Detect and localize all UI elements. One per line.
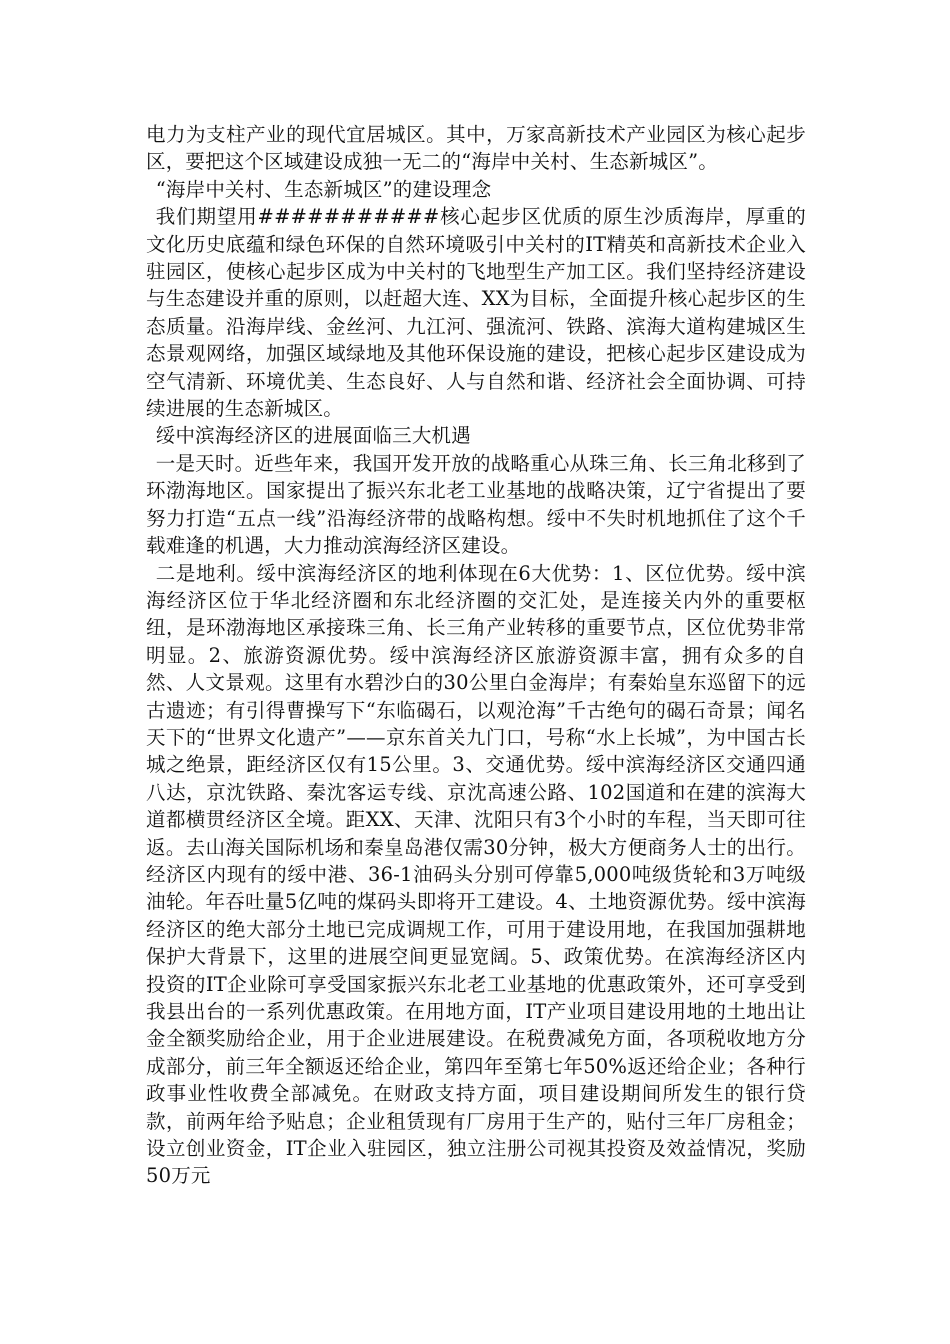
document-body [146, 121, 806, 1190]
paragraph-intro: 电力为支柱产业的现代宜居城区。其中，万家高新技术产业园区为核心起步区，要把这个区域建设成独一无二的“海岸中关村、生态新城区”。 [146, 123, 806, 174]
paragraph-timing: 一是天时。近些年来，我国开发开放的战略重心从珠三角、长三角北移到了环渤海地区。国家提出了振兴东北老工业基地的战略决策，辽宁省提出了要努力打造“五点一线”沿海经济带的战略构想。绥中不失时机地抓住了这个千载难逢的机遇，大力推动滨海经济区建设。 [146, 451, 806, 558]
paragraph-concept: 我们期望用###########核心起步区优质的原生沙质海岸，厚重的文化历史底蕴和绿色环保的自然环境吸引中关村的IT精英和高新技术企业入驻园区，使核心起步区成为中关村的飞地型生产加工区。我们坚持经济建设与生态建设并重的原则，以赶超大连、XX为目标，全面提升核心起步区的生态质量。沿海岸线、金丝河、九江河、强流河、铁路、滨海大道构建城区生态景观网络，加强区域绿地及其他环保设施的建设，把核心起步区建设成为空气清新、环境优美、生态良好、人与自然和谐、经济社会全面协调、可持续进展的生态新城区。 [146, 205, 806, 421]
paragraph-location: 二是地利。绥中滨海经济区的地利体现在6大优势：1、区位优势。绥中滨海经济区位于华北经济圈和东北经济圈的交汇处，是连接关内外的重要枢纽，是环渤海地区承接珠三角、长三角产业转移的重要节点，区位优势非常明显。2、旅游资源优势。绥中滨海经济区旅游资源丰富，拥有众多的自然、人文景观。这里有水碧沙白的30公里白金海岸；有秦始皇东巡留下的远古遗迹；有引得曹操写下“东临碣石，以观沧海”千古绝句的碣石奇景；闻名天下的“世界文化遗产”——京东首关九门口，号称“水上长城”，为中国古长城之绝景，距经济区仅有15公里。3、交通优势。绥中滨海经济区交通四通八达，京沈铁路、秦沈客运专线、京沈高速公路、102国道和在建的滨海大道都横贯经济区全境。距XX、天津、沈阳只有3个小时的车程，当天即可往返。去山海关国际机场和秦皇岛港仅需30分钟，极大方便商务人士的出行。经济区内现有的绥中港、36-1油码头分别可停靠5,000吨级货轮和3万吨级油轮。年吞吐量5亿吨的煤码头即将开工建设。4、土地资源优势。绥中滨海经济区的绝大部分土地已完成调规工作，可用于建设用地，在我国加强耕地保护大背景下，这里的进展空间更显宽阔。5、政策优势。在滨海经济区内投资的IT企业除可享受国家振兴东北老工业基地的优惠政策外，还可享受到我县出台的一系列优惠政策。在用地方面，IT产业项目建设用地的土地出让金全额奖励给企业，用于企业进展建设。在税费减免方面，各项税收地方分成部分，前三年全额返还给企业，第四年至第七年50%返还给企业；各种行政事业性收费全部减免。在财政支持方面，项目建设期间所发生的银行贷款，前两年给予贴息；企业租赁现有厂房用于生产的，贴付三年厂房租金；设立创业资金，IT企业入驻园区，独立注册公司视其投资及效益情况，奖励50万元 [146, 561, 806, 1188]
section-heading-opportunities: 绥中滨海经济区的进展面临三大机遇 [155, 424, 471, 448]
section-heading-concept: “海岸中关村、生态新城区”的建设理念 [155, 177, 492, 201]
